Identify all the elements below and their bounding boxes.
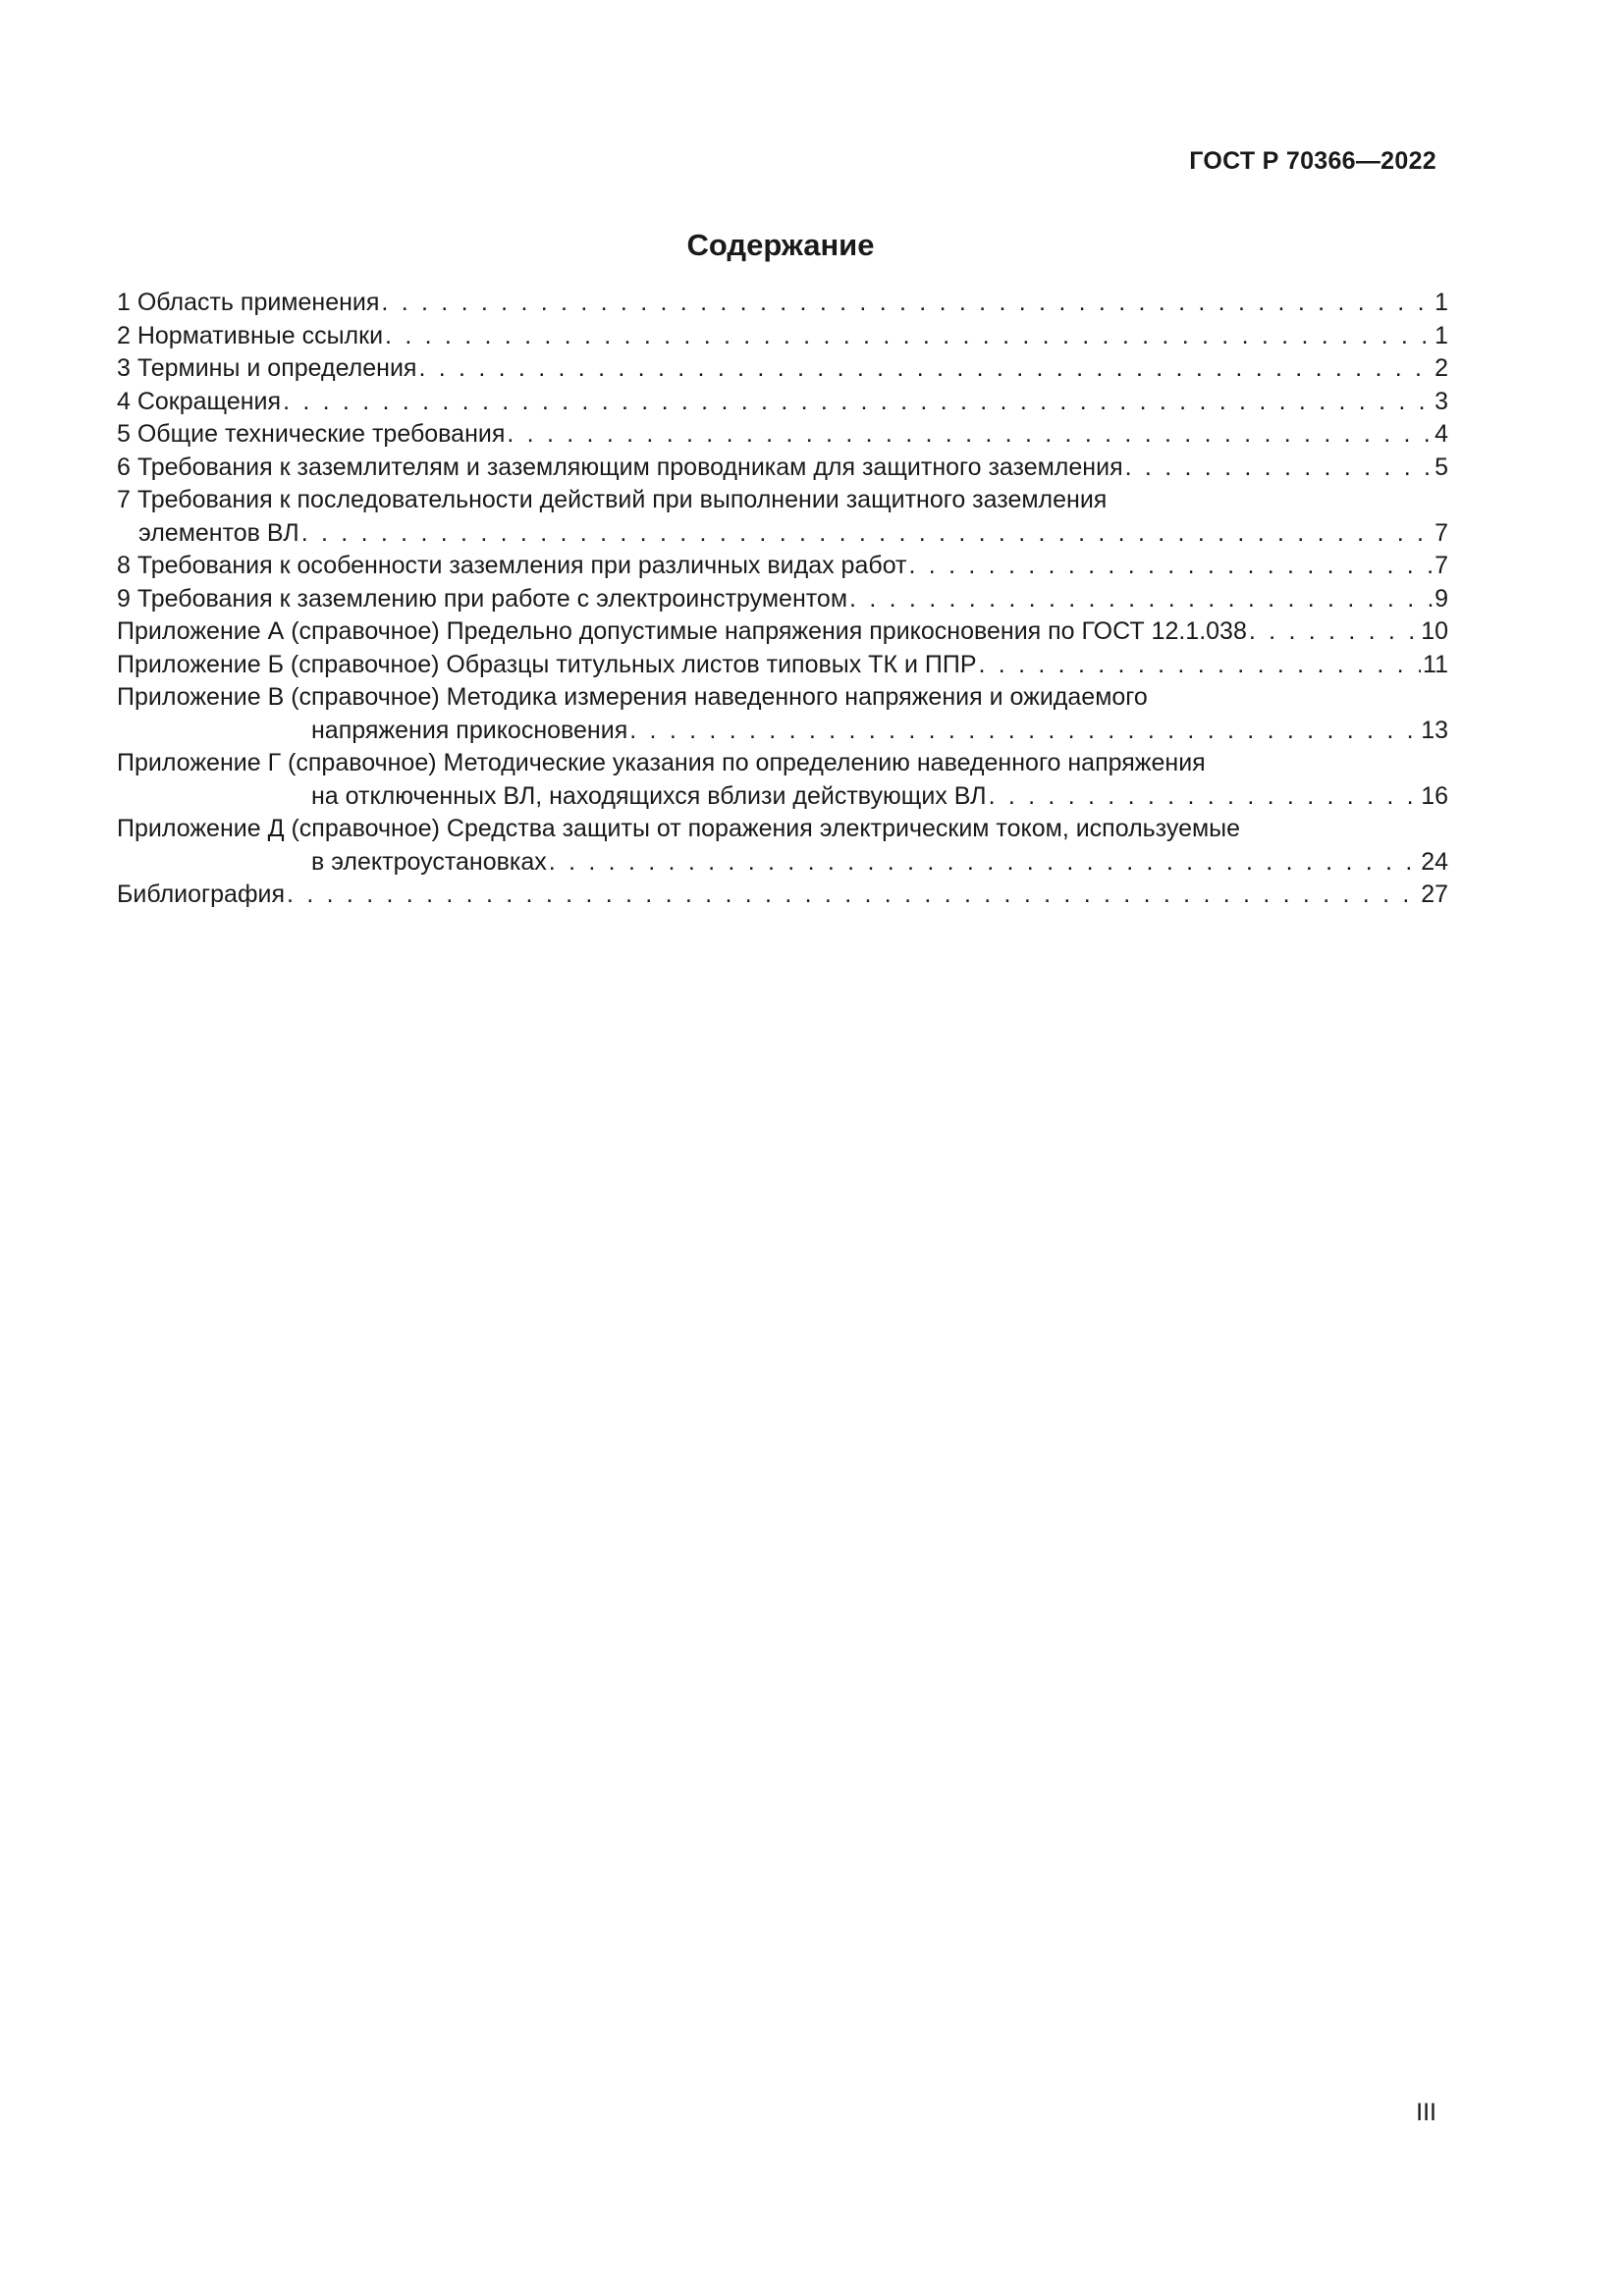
dot-leader	[385, 320, 1433, 353]
toc-entry-page: 24	[1421, 847, 1448, 876]
dot-leader	[507, 418, 1433, 452]
toc-entry-text: Библиография	[117, 881, 286, 908]
toc-entry-page: 1	[1435, 289, 1448, 316]
toc-entry-page: 5	[1435, 453, 1448, 481]
toc-entry[interactable]	[117, 386, 1448, 419]
toc-title: Содержание	[686, 228, 875, 262]
toc-entry-text: Приложение Б (справочное) Образцы титульных листов типовых ТК и ППР	[117, 650, 977, 678]
toc-entry-page: 11	[1423, 650, 1448, 678]
dot-leader	[629, 715, 1419, 748]
dot-leader	[381, 287, 1433, 320]
table-of-contents	[117, 287, 1448, 912]
toc-entry[interactable]	[117, 287, 1448, 320]
page-number: III	[1416, 2099, 1436, 2126]
toc-entry-page: 4	[1435, 420, 1448, 448]
toc-entry-page: 1	[1435, 321, 1448, 349]
toc-entry-text-continued: на отключенных ВЛ, находящихся вблизи действующих ВЛ	[311, 781, 987, 810]
dot-leader	[287, 879, 1419, 912]
toc-entry-text: 9 Требования к заземлению при работе с электроинструментом	[117, 584, 848, 613]
toc-entry-text: 8 Требования к особенности заземления при различных видах работ	[117, 552, 907, 579]
dot-leader	[1249, 615, 1419, 649]
toc-entry-text: Приложение В (справочное) Методика измерения наведенного напряжения и ожидаемого	[117, 683, 1148, 711]
toc-entry-text-continued: элементов ВЛ	[138, 518, 299, 547]
toc-entry-page: 7	[1435, 518, 1448, 547]
toc-entry[interactable]	[117, 550, 1448, 583]
toc-entry-page: 27	[1421, 881, 1448, 908]
toc-entry-text-continued: в электроустановках	[311, 847, 547, 876]
toc-entry[interactable]	[117, 879, 1448, 912]
toc-entry-text: 2 Нормативные ссылки	[117, 321, 384, 349]
toc-entry-page: 9	[1435, 584, 1448, 613]
dot-leader	[549, 846, 1419, 880]
toc-entry[interactable]	[117, 484, 1448, 550]
toc-entry[interactable]	[117, 813, 1448, 879]
toc-entry[interactable]	[117, 615, 1448, 649]
toc-entry[interactable]	[117, 352, 1448, 386]
toc-entry[interactable]	[117, 583, 1448, 616]
dot-leader	[849, 583, 1433, 616]
dot-leader	[979, 649, 1422, 682]
toc-entry-text: 1 Область применения	[117, 289, 380, 316]
toc-entry-text: Приложение Д (справочное) Средства защиты от поражения электрическим током, используемые	[117, 815, 1241, 842]
dot-leader	[909, 550, 1434, 583]
toc-entry-text: Приложение Г (справочное) Методические указания по определению наведенного напряжения	[117, 749, 1206, 776]
toc-entry-text: 3 Термины и определения	[117, 354, 417, 382]
toc-entry-text: Приложение А (справочное) Предельно допустимые напряжения прикосновения по ГОСТ 12.1.038	[117, 617, 1247, 645]
toc-entry-page: 2	[1435, 354, 1448, 382]
toc-entry-page: 3	[1435, 387, 1448, 415]
toc-entry-page: 16	[1421, 781, 1448, 810]
toc-entry-text: 5 Общие технические требования	[117, 420, 506, 448]
dot-leader	[1125, 452, 1433, 485]
document-id: ГОСТ Р 70366—2022	[1189, 147, 1436, 175]
toc-entry-page: 10	[1421, 617, 1448, 645]
toc-entry[interactable]	[117, 747, 1448, 813]
dot-leader	[418, 352, 1433, 386]
toc-entry-page: 7	[1435, 552, 1448, 579]
toc-entry-page: 13	[1421, 716, 1448, 744]
dot-leader	[283, 386, 1433, 419]
toc-entry-text-continued: напряжения прикосновения	[311, 716, 628, 744]
toc-entry-text: 6 Требования к заземлителям и заземляющим проводникам для защитного заземления	[117, 453, 1123, 481]
toc-entry-text: 7 Требования к последовательности действий при выполнении защитного заземления	[117, 486, 1108, 513]
toc-entry[interactable]	[117, 418, 1448, 452]
dot-leader	[989, 780, 1420, 814]
toc-entry[interactable]	[117, 681, 1448, 747]
dot-leader	[301, 517, 1433, 551]
toc-entry[interactable]	[117, 320, 1448, 353]
toc-entry[interactable]	[117, 452, 1448, 485]
toc-entry-text: 4 Сокращения	[117, 387, 282, 415]
toc-entry[interactable]	[117, 649, 1448, 682]
